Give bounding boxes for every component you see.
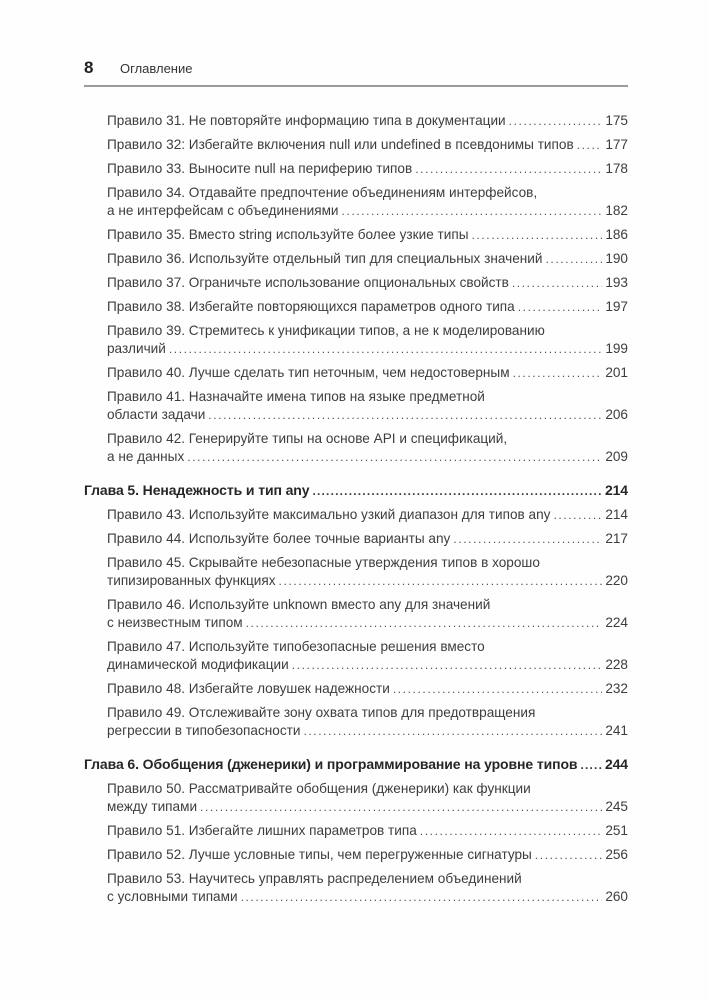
toc-rule-entry xyxy=(84,430,628,466)
dot-leader xyxy=(545,250,602,268)
dot-leader xyxy=(187,448,602,466)
toc-rule-entry xyxy=(84,184,628,220)
toc-entry-page-number: 217 xyxy=(605,531,628,546)
toc-rule-entry xyxy=(84,112,628,130)
toc-entry-text: Правило 35. Вместо string используйте более узкие типы xyxy=(107,227,469,242)
toc-entry-page-number: 241 xyxy=(605,723,628,738)
toc-entry-lastline xyxy=(107,656,628,674)
dot-leader xyxy=(200,798,602,816)
toc-entry-lastline xyxy=(107,250,628,268)
toc-rule-entry xyxy=(84,506,628,524)
dot-leader xyxy=(453,530,602,548)
toc-rule-entry xyxy=(84,388,628,424)
running-head-title: Оглавление xyxy=(120,61,193,76)
toc-entry-text: Глава 5. Ненадежность и тип any xyxy=(84,482,310,498)
page-content xyxy=(84,58,628,912)
toc-entry-lastline xyxy=(107,722,628,740)
toc-entry-lastline xyxy=(107,822,628,840)
toc-rule-entry xyxy=(84,596,628,632)
toc-rule-entry xyxy=(84,780,628,816)
toc-entry-text: Правило 44. Используйте более точные варианты any xyxy=(107,531,451,546)
toc-entry-lastline xyxy=(107,160,628,178)
toc-entry-page-number: 190 xyxy=(605,251,628,266)
toc-rule-entry xyxy=(84,364,628,382)
dot-leader xyxy=(580,755,602,774)
toc-entry-text: с неизвестным типом xyxy=(107,615,243,630)
toc-entry-page-number: 224 xyxy=(605,615,628,630)
dot-leader xyxy=(241,888,603,906)
toc-entry-lastline xyxy=(107,506,628,524)
toc-entry-text: Правило 45. Скрывайте небезопасные утверждения типов в хорошо xyxy=(107,555,540,570)
dot-leader xyxy=(312,481,602,500)
toc-entry-lines xyxy=(107,430,628,448)
toc-entry-text: динамической модификации xyxy=(107,657,289,672)
toc-entry-lastline xyxy=(107,340,628,358)
toc-entry-lastline xyxy=(107,202,628,220)
toc-entry-text: Правило 31. Не повторяйте информацию типа в документации xyxy=(107,113,506,128)
toc-entry-text: Правило 49. Отслеживайте зону охвата типов для предотвращения xyxy=(107,705,536,720)
toc-entry-text: Правило 52. Лучше условные типы, чем перегруженные сигнатуры xyxy=(107,847,532,862)
toc-entry-text: Правило 42. Генерируйте типы на основе API и спецификаций, xyxy=(107,431,508,446)
toc-entry-lastline xyxy=(84,755,628,774)
toc-entry-text: Правило 46. Используйте unknown вместо any для значений xyxy=(107,597,491,612)
folio-page-number: 8 xyxy=(84,58,94,77)
toc-entry-lastline xyxy=(107,364,628,382)
toc-rule-entry xyxy=(84,322,628,358)
toc-rule-entry xyxy=(84,226,628,244)
toc-entry-page-number: 199 xyxy=(605,341,628,356)
toc-entry-text: Правило 36. Используйте отдельный тип для специальных значений xyxy=(107,251,543,266)
toc-entry-lastline xyxy=(107,530,628,548)
toc-entry-lastline xyxy=(107,448,628,466)
toc-entry-text: Правило 50. Рассматривайте обобщения (дженерики) как функции xyxy=(107,781,531,796)
toc-entry-text: области задачи xyxy=(107,407,206,422)
toc-entry-lastline xyxy=(107,274,628,292)
toc-rule-entry xyxy=(84,822,628,840)
toc-entry-text: Правило 33. Выносите null на периферию типов xyxy=(107,161,413,176)
toc-entry-text: Правило 53. Научитесь управлять распределением объединений xyxy=(107,871,522,886)
toc-entry-lines xyxy=(107,780,628,798)
toc-entry-lines xyxy=(107,638,628,656)
toc-entry-lines xyxy=(107,704,628,722)
toc-entry-lines xyxy=(107,870,628,888)
toc-entry-lines xyxy=(107,554,628,572)
toc-entry-lastline xyxy=(107,572,628,590)
dot-leader xyxy=(393,680,603,698)
toc-entry-text: Правило 48. Избегайте ловушек надежности xyxy=(107,681,390,696)
toc-entry-page-number: 251 xyxy=(605,823,628,838)
toc-entry-lines xyxy=(107,388,628,406)
toc-entry-lines xyxy=(107,322,628,340)
toc-entry-page-number: 206 xyxy=(605,407,628,422)
toc-entry-text: типизированных функциях xyxy=(107,573,276,588)
toc-entry-page-number: 178 xyxy=(605,161,628,176)
toc-rule-entry xyxy=(84,638,628,674)
toc-entry-page-number: 232 xyxy=(605,681,628,696)
toc-rule-entry xyxy=(84,298,628,316)
toc-entry-page-number: 209 xyxy=(605,449,628,464)
toc-entry-text: Правило 34. Отдавайте предпочтение объединениям интерфейсов, xyxy=(107,185,538,200)
toc-entry-text: Правило 38. Избегайте повторяющихся параметров одного типа xyxy=(107,299,515,314)
toc-entry-lastline xyxy=(107,298,628,316)
toc-entry-text: а не интерфейсам с объединениями xyxy=(107,203,339,218)
toc-entry-page-number: 214 xyxy=(604,482,628,498)
toc-rule-entry xyxy=(84,136,628,154)
toc-entry-lines xyxy=(107,184,628,202)
dot-leader xyxy=(415,160,602,178)
dot-leader xyxy=(513,364,603,382)
dot-leader xyxy=(518,298,603,316)
toc-entry-lastline xyxy=(107,888,628,906)
toc-entry-lastline xyxy=(107,226,628,244)
toc-entry-lastline xyxy=(107,798,628,816)
toc-rule-entry xyxy=(84,250,628,268)
dot-leader xyxy=(509,112,603,130)
toc-chapter-entry xyxy=(84,481,628,500)
toc-entry-page-number: 193 xyxy=(605,275,628,290)
toc-entry-text: различий xyxy=(107,341,166,356)
toc-entry-text: Правило 47. Используйте типобезопасные решения вместо xyxy=(107,639,485,654)
toc-entry-text: Правило 41. Назначайте имена типов на языке предметной xyxy=(107,389,485,404)
dot-leader xyxy=(279,572,603,590)
dot-leader xyxy=(420,822,603,840)
toc-rule-entry xyxy=(84,554,628,590)
toc-entry-page-number: 245 xyxy=(605,799,628,814)
dot-leader xyxy=(577,136,603,154)
dot-leader xyxy=(553,506,602,524)
toc-entry-page-number: 214 xyxy=(605,507,628,522)
toc-entry-lastline xyxy=(107,680,628,698)
dot-leader xyxy=(512,274,602,292)
toc-entry-page-number: 228 xyxy=(605,657,628,672)
toc-entry-text: Правило 43. Используйте максимально узкий диапазон для типов any xyxy=(107,507,551,522)
toc-rule-entry xyxy=(84,274,628,292)
toc-entry-lastline xyxy=(107,406,628,424)
toc-entry-page-number: 175 xyxy=(605,113,628,128)
toc-entry-text: с условными типами xyxy=(107,889,238,904)
dot-leader xyxy=(246,614,603,632)
dot-leader xyxy=(342,202,603,220)
toc-entry-lastline xyxy=(84,481,628,500)
toc-rule-entry xyxy=(84,160,628,178)
toc-rule-entry xyxy=(84,530,628,548)
toc-entry-lastline xyxy=(107,614,628,632)
toc-entry-text: Правило 51. Избегайте лишних параметров типа xyxy=(107,823,417,838)
toc-entry-page-number: 201 xyxy=(605,365,628,380)
running-head xyxy=(84,58,628,87)
toc-entry-page-number: 244 xyxy=(604,756,628,772)
dot-leader xyxy=(303,722,602,740)
toc-entry-text: а не данных xyxy=(107,449,185,464)
toc-rule-entry xyxy=(84,846,628,864)
toc-rule-entry xyxy=(84,870,628,906)
toc-rule-entry xyxy=(84,680,628,698)
toc-entry-text: Правило 40. Лучше сделать тип неточным, чем недостоверным xyxy=(107,365,510,380)
toc-entry-page-number: 177 xyxy=(605,137,628,152)
dot-leader xyxy=(208,406,602,424)
toc-chapter-entry xyxy=(84,755,628,774)
dot-leader xyxy=(169,340,602,358)
toc-entry-lines xyxy=(107,596,628,614)
toc-entry-text: между типами xyxy=(107,799,198,814)
toc-entry-text: Правило 37. Ограничьте использование опциональных свойств xyxy=(107,275,509,290)
dot-leader xyxy=(292,656,603,674)
toc-entry-lastline xyxy=(107,846,628,864)
dot-leader xyxy=(535,846,603,864)
toc-entry-lastline xyxy=(107,136,628,154)
dot-leader xyxy=(472,226,603,244)
toc-rule-entry xyxy=(84,704,628,740)
toc-entry-page-number: 220 xyxy=(605,573,628,588)
toc-entry-page-number: 256 xyxy=(605,847,628,862)
table-of-contents xyxy=(84,112,628,906)
toc-entry-page-number: 197 xyxy=(605,299,628,314)
toc-entry-text: Правило 32: Избегайте включения null или undefined в псевдонимы типов xyxy=(107,137,574,152)
toc-entry-page-number: 260 xyxy=(605,889,628,904)
toc-entry-text: Глава 6. Обобщения (дженерики) и программирование на уровне типов xyxy=(84,756,578,772)
toc-entry-lastline xyxy=(107,112,628,130)
toc-entry-page-number: 182 xyxy=(605,203,628,218)
toc-entry-page-number: 186 xyxy=(605,227,628,242)
toc-entry-text: регрессии в типобезопасности xyxy=(107,723,301,738)
toc-entry-text: Правило 39. Стремитесь к унификации типов, а не к моделированию xyxy=(107,323,545,338)
